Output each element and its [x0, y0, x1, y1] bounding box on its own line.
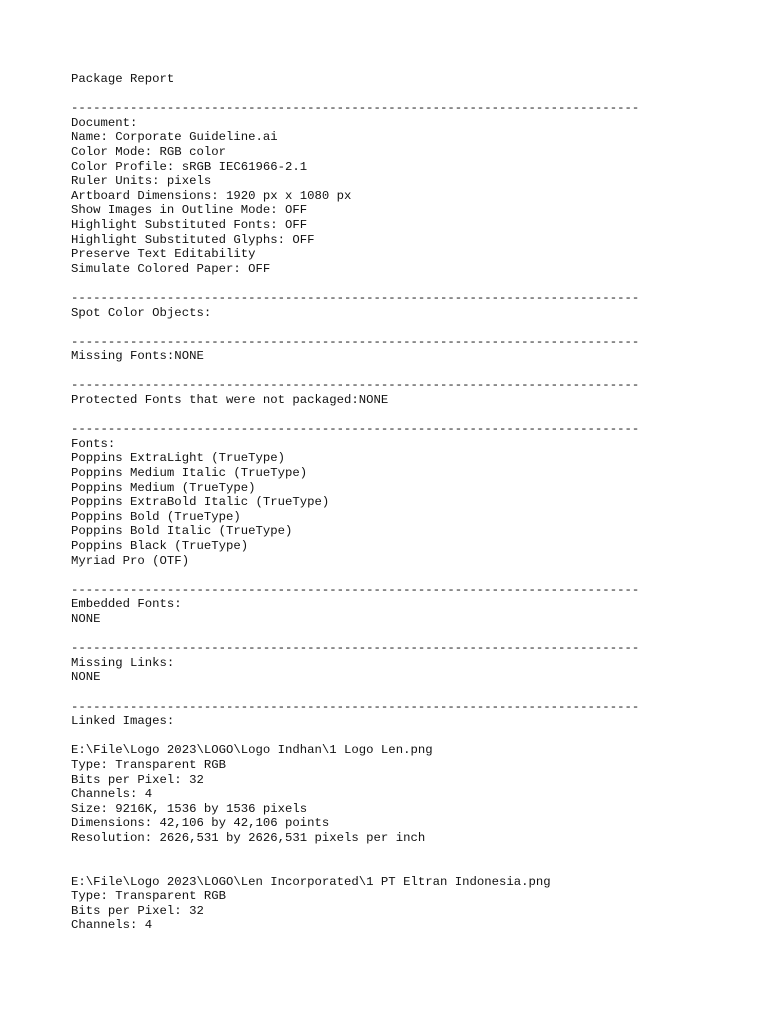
- separator: -----------------------------------------------------------------------------: [71, 334, 640, 349]
- blank-line: [71, 729, 711, 744]
- document-outline-mode: Show Images in Outline Mode: OFF: [71, 203, 308, 218]
- missing-links-value: NONE: [71, 670, 101, 685]
- separator: -----------------------------------------------------------------------------: [71, 101, 640, 116]
- report-title: Package Report: [71, 72, 175, 86]
- document-color-profile: Color Profile: sRGB IEC61966-2.1: [71, 159, 308, 174]
- font-item: Poppins Black (TrueType): [71, 539, 249, 553]
- blank-line: [71, 320, 711, 335]
- blank-line: [71, 860, 711, 875]
- linked-image-path: E:\File\Logo 2023\LOGO\Len Incorporated\1 PT Eltran Indonesia.png: [71, 874, 551, 889]
- separator: -----------------------------------------------------------------------------: [71, 290, 640, 305]
- spot-color-heading: Spot Color Objects:: [71, 305, 212, 320]
- fonts-heading: Fonts:: [71, 436, 116, 451]
- font-item: Poppins Bold (TrueType): [71, 509, 241, 524]
- separator: -----------------------------------------------------------------------------: [71, 378, 640, 393]
- blank-line: [71, 685, 711, 700]
- document-colored-paper: Simulate Colored Paper: OFF: [71, 261, 271, 276]
- linked-image-bits: Bits per Pixel: 32: [71, 903, 204, 918]
- document-substituted-glyphs: Highlight Substituted Glyphs: OFF: [71, 232, 315, 247]
- linked-images-heading: Linked Images:: [71, 714, 175, 729]
- linked-image-type: Type: Transparent RGB: [71, 757, 226, 772]
- blank-line: [71, 364, 711, 379]
- font-item: Poppins Medium Italic (TrueType): [71, 466, 308, 481]
- font-item: Poppins Medium (TrueType): [71, 480, 256, 495]
- missing-fonts-heading: Missing Fonts:NONE: [71, 349, 204, 364]
- blank-line: [71, 845, 711, 860]
- document-name: Name: Corporate Guideline.ai: [71, 130, 278, 145]
- document-ruler-units: Ruler Units: pixels: [71, 174, 212, 189]
- missing-links-heading: Missing Links:: [71, 655, 175, 670]
- font-item: Poppins ExtraBold Italic (TrueType): [71, 495, 330, 510]
- linked-image-type: Type: Transparent RGB: [71, 889, 226, 904]
- linked-image-channels: Channels: 4: [71, 918, 153, 933]
- package-report: [71, 72, 711, 933]
- blank-line: [71, 408, 711, 423]
- document-artboard-dimensions: Artboard Dimensions: 1920 px x 1080 px: [71, 188, 352, 203]
- separator: -----------------------------------------------------------------------------: [71, 422, 640, 437]
- font-item: Poppins Bold Italic (TrueType): [71, 524, 293, 539]
- blank-line: [71, 87, 711, 102]
- separator: -----------------------------------------------------------------------------: [71, 699, 640, 714]
- embedded-fonts-value: NONE: [71, 611, 101, 626]
- linked-image-path: E:\File\Logo 2023\LOGO\Logo Indhan\1 Logo Len.png: [71, 743, 433, 758]
- font-item: Myriad Pro (OTF): [71, 553, 190, 568]
- blank-line: [71, 627, 711, 642]
- linked-image-channels: Channels: 4: [71, 787, 153, 802]
- embedded-fonts-heading: Embedded Fonts:: [71, 597, 182, 612]
- document-preserve-text: Preserve Text Editability: [71, 247, 256, 262]
- document-color-mode: Color Mode: RGB color: [71, 144, 226, 159]
- separator: -----------------------------------------------------------------------------: [71, 641, 640, 656]
- linked-image-resolution: Resolution: 2626,531 by 2626,531 pixels per inch: [71, 830, 426, 845]
- linked-image-dimensions: Dimensions: 42,106 by 42,106 points: [71, 816, 330, 831]
- linked-image-size: Size: 9216K, 1536 by 1536 pixels: [71, 801, 308, 816]
- document-substituted-fonts: Highlight Substituted Fonts: OFF: [71, 217, 308, 232]
- protected-fonts-heading: Protected Fonts that were not packaged:NONE: [71, 393, 389, 408]
- blank-line: [71, 568, 711, 583]
- blank-line: [71, 276, 711, 291]
- font-item: Poppins ExtraLight (TrueType): [71, 451, 286, 466]
- document-heading: Document:: [71, 115, 138, 130]
- separator: -----------------------------------------------------------------------------: [71, 582, 640, 597]
- linked-image-bits: Bits per Pixel: 32: [71, 772, 204, 787]
